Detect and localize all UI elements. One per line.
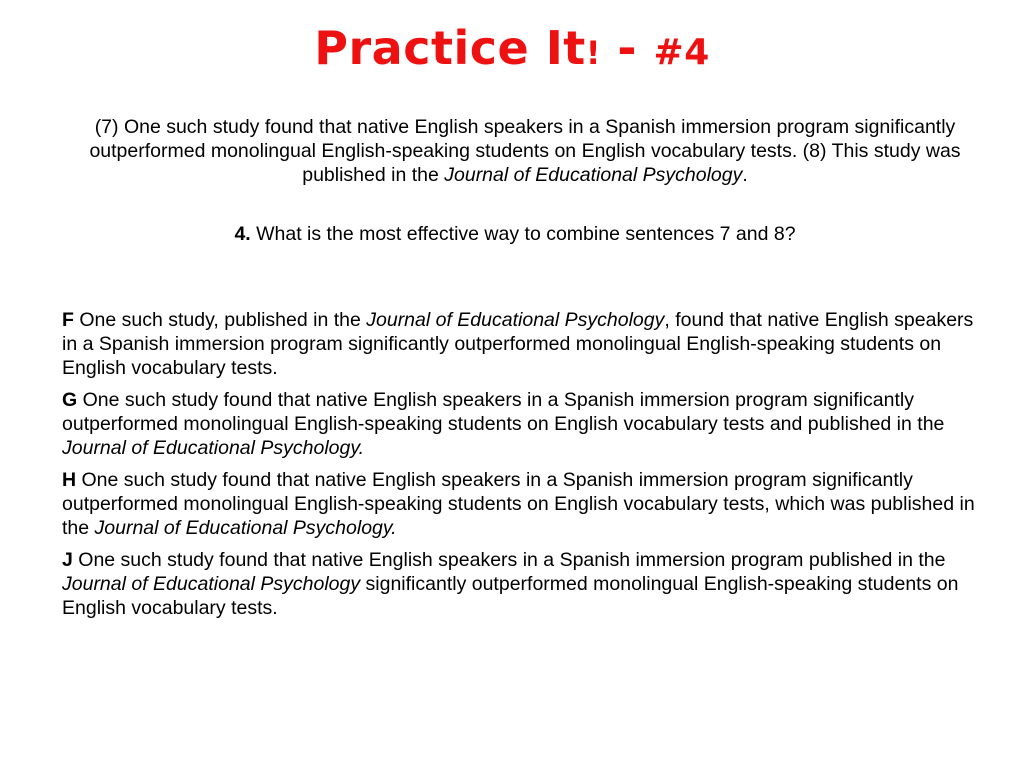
option-letter: J — [62, 549, 73, 571]
passage-part1: (7) One such study found that native English speakers in a Spanish immersion program significantly outperformed monolingual English-speaking students on English vocabulary tests. (8) This study was published in the — [89, 116, 961, 186]
passage-text — [60, 115, 990, 187]
option-g — [62, 388, 992, 460]
option-journal: Journal of Educational Psychology. — [94, 517, 397, 539]
question-prompt — [60, 222, 970, 246]
title-main: Practice It — [314, 21, 586, 75]
option-h — [62, 468, 992, 540]
option-journal: Journal of Educational Psychology. — [62, 437, 365, 459]
answer-options — [62, 308, 992, 628]
option-text-before: One such study, published in the — [73, 309, 367, 331]
option-journal: Journal of Educational Psychology — [62, 573, 361, 595]
option-letter: H — [62, 469, 77, 491]
option-f — [62, 308, 992, 380]
option-text-before: One such study found that native English speakers in a Spanish immersion program published in the — [72, 549, 946, 571]
passage-journal: Journal of Educational Psychology — [444, 164, 743, 186]
question-number: 4. — [234, 223, 251, 245]
title-separator: - — [600, 21, 654, 75]
option-text-after: significantly outperformed monolingual English-speaking students on English vocabulary tests. — [62, 573, 959, 619]
option-journal: Journal of Educational Psychology — [366, 309, 665, 331]
option-text-after: , found that native English speakers in a Spanish immersion program significantly outperformed monolingual English-speaking students on English vocabulary tests. — [62, 309, 974, 379]
option-j — [62, 548, 992, 620]
option-letter: F — [62, 309, 74, 331]
option-letter: G — [62, 389, 78, 411]
title-number: #4 — [653, 32, 710, 73]
option-text-before: One such study found that native English speakers in a Spanish immersion program significantly outperformed monolingual English-speaking students on English vocabulary tests and published in the — [62, 389, 945, 435]
slide-title — [0, 18, 1024, 83]
passage-part2: . — [742, 164, 748, 186]
option-text-before: One such study found that native English speakers in a Spanish immersion program significantly outperformed monolingual English-speaking students on English vocabulary tests, which was published in the — [62, 469, 975, 539]
question-text: What is the most effective way to combine sentences 7 and 8? — [250, 223, 796, 245]
title-bang: ! — [585, 34, 601, 72]
